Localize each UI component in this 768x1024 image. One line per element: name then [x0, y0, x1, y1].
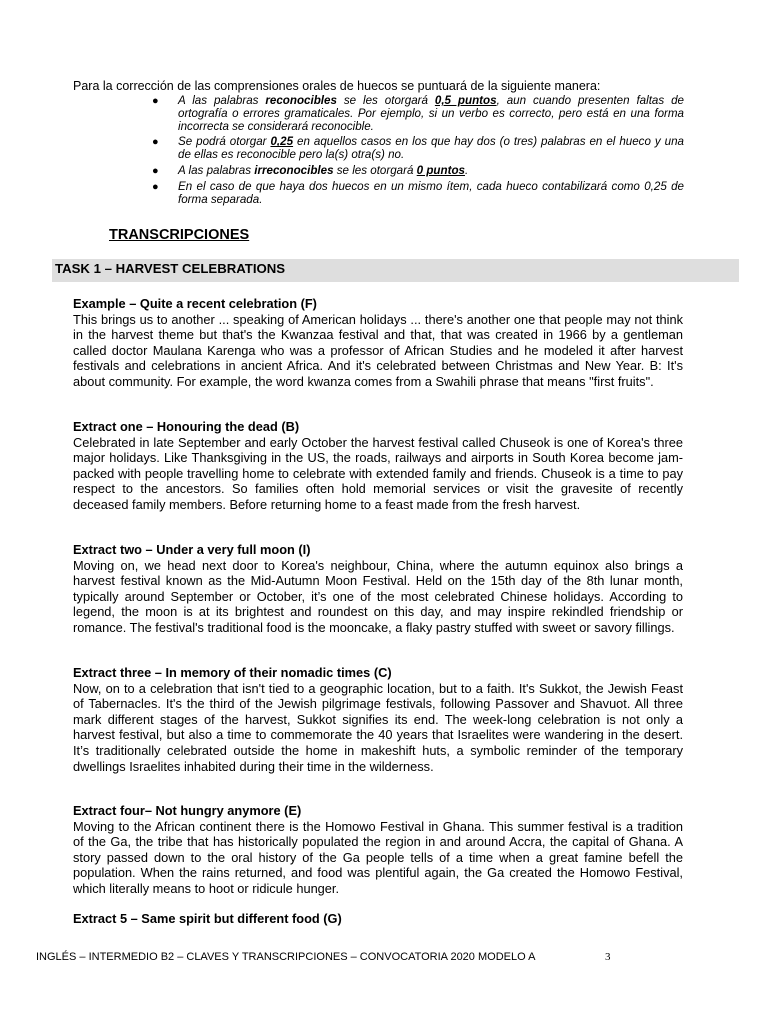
- bullet-icon: ●: [152, 164, 159, 177]
- extract-heading: Extract one – Honouring the dead (B): [73, 419, 300, 434]
- bullet-icon: ●: [152, 95, 159, 107]
- extract-one: [73, 419, 683, 513]
- extract-text: This brings us to another ... speaking of American holidays ... there's another one that people may not think in the harvest theme but that's the Kwanzaa festival and that, that was created in 1966 by a gentleman called doctor Maulana Karenga who was a professor of African Studies and he modeled it after harvest festivals and celebrations in ancient Africa. And it's celebrated between Christmas and New Year. B: It's about community. For example, the word kwanza comes from a Swahili phrase that means "first fruits".: [73, 311, 683, 389]
- extract-five: [73, 911, 683, 927]
- task-header: [52, 259, 739, 282]
- extract-text: Now, on to a celebration that isn't tied to a geographic location, but to a faith. It's Sukkot, the Jewish Feast of Tabernacles. It's the third of the Jewish pilgrimage festivals, following Passover and Shavuot. All three mark different stages of the harvest, Sukkot signifies its end. The week-long celebration is not only a harvest festival, but also a time to commemorate the 40 years that Israelites were wandering in the desert. It’s traditionally celebrated outside the home in makeshift huts, a symbolic reminder of the temporary dwellings Israelites inhabited during their time in the wilderness.: [73, 680, 683, 774]
- bullet-icon: ●: [152, 180, 159, 193]
- extract-example: [73, 296, 683, 390]
- footer-text: INGLÉS – INTERMEDIO B2 – CLAVES Y TRANSCRIPCIONES – CONVOCATORIA 2020 MODELO A: [36, 951, 536, 963]
- extract-heading: Extract four– Not hungry anymore (E): [73, 803, 302, 818]
- extract-text: Moving on, we head next door to Korea's neighbour, China, where the autumn equinox also brings a harvest festival known as the Mid-Autumn Moon Festival. Held on the 15th day of the 8th lunar month, typically around September or October, it’s one of the most celebrated Chinese holidays. According to legend, the moon is at its brightest and roundest on this day, and may inspire rekindled friendship or romance. The festival's traditional food is the mooncake, a flaky pastry stuffed with sweet or savory fillings.: [73, 557, 683, 635]
- task-title: TASK 1 – HARVEST CELEBRATIONS: [55, 261, 286, 276]
- extract-heading: Extract three – In memory of their nomadic times (C): [73, 665, 392, 680]
- extract-three: [73, 665, 683, 774]
- extract-heading: Example – Quite a recent celebration (F): [73, 296, 317, 311]
- extract-heading: Extract two – Under a very full moon (I): [73, 542, 311, 557]
- rule-item: ● Se podrá otorgar 0,25 en aquellos casos en los que hay dos (o tres) palabras en el hueco y una de ellas es reconocible pero la(s) otra(s) no.: [152, 135, 684, 162]
- extract-two: [73, 542, 683, 636]
- extract-text: Moving to the African continent there is the Homowo Festival in Ghana. This summer festival is a tradition of the Ga, the tribe that has historically populated the region in and around Accra, the capital of Ghana. A story passed down to the oral history of the Ga people tells of a time when a great famine befell the population. When the rains returned, and food was plentiful again, the Ga created the Homowo Festival, which literally means to hoot or ridicule hunger.: [73, 818, 683, 896]
- section-title: TRANSCRIPCIONES: [109, 227, 250, 243]
- rule-item: ● A las palabras irreconocibles se les otorgará 0 puntos.: [152, 163, 469, 177]
- intro-text: Para la corrección de las comprensiones orales de huecos se puntuará de la siguiente manera:: [73, 79, 601, 93]
- rule-item: ● En el caso de que haya dos huecos en un mismo ítem, cada hueco contabilizará como 0,25 de forma separada.: [152, 179, 684, 206]
- extract-four: [73, 803, 683, 897]
- scoring-rules-list: [152, 95, 684, 209]
- extract-heading: Extract 5 – Same spirit but different food (G): [73, 911, 342, 926]
- extract-text: Celebrated in late September and early October the harvest festival called Chuseok is one of Korea's three major holidays. Like Thanksgiving in the US, the roads, railways and airports in South Korea become jam-packed with people travelling home to celebrate with extended family and friends. Chuseok is a time to pay respect to the ancestors. So families often hold memorial services or visit the gravesite of recently deceased family members. Before returning home to a feast made from the fresh harvest.: [73, 434, 683, 512]
- page-number: 3: [605, 951, 611, 963]
- page-footer: [36, 950, 611, 964]
- bullet-icon: ●: [152, 136, 159, 149]
- rule-item: ● A las palabras reconocibles se les otorgará 0,5 puntos, aun cuando presenten faltas de ortografía o errores gramaticales. Por ejemplo, si un verbo es correcto, pero está en una forma incorrecta se considerará reconocible.: [152, 94, 684, 133]
